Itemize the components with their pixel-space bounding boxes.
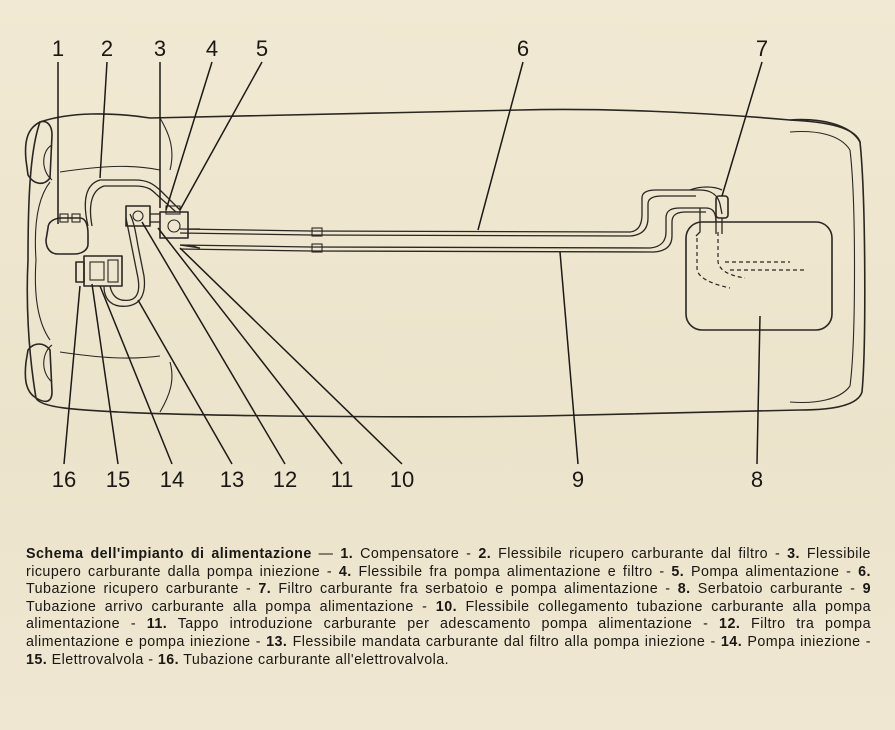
legend-items bbox=[26, 546, 871, 668]
legend-text: Compensatore bbox=[360, 546, 460, 562]
legend-text: Tubazione arrivo carburante alla pompa alimentazione bbox=[26, 598, 414, 615]
legend-number: 10. bbox=[435, 598, 458, 615]
legend-number: 9 bbox=[862, 581, 871, 598]
callout-8: 8 bbox=[750, 467, 764, 492]
callout-12: 12 bbox=[272, 467, 298, 492]
callout-2: 2 bbox=[100, 36, 114, 61]
callout-16: 16 bbox=[51, 467, 77, 492]
callout-15: 15 bbox=[105, 467, 131, 492]
legend-text: Filtro carburante fra serbatoio e pompa alimentazione bbox=[278, 581, 659, 598]
legend-text: Pompa iniezione bbox=[747, 633, 861, 650]
legend-item: 15. Elettrovalvola - bbox=[26, 651, 158, 668]
legend-text: Serbatoio carburante bbox=[697, 581, 843, 598]
callout-1: 1 bbox=[51, 36, 65, 61]
legend-number: 5. bbox=[671, 563, 685, 580]
fuel-tank bbox=[686, 222, 832, 330]
legend-number: 3. bbox=[787, 546, 800, 562]
legend-item: 1. Compensatore - bbox=[340, 546, 479, 562]
legend-number: 2. bbox=[478, 546, 492, 562]
callout-14: 14 bbox=[159, 467, 185, 492]
legend-number: 16. bbox=[157, 651, 180, 668]
legend-number: 7. bbox=[258, 581, 272, 598]
legend-number: 14. bbox=[720, 633, 743, 650]
legend-number: 11. bbox=[146, 616, 168, 633]
legend-text: Elettrovalvola bbox=[51, 651, 144, 668]
legend-number: 8. bbox=[677, 581, 691, 598]
legend-number: 12. bbox=[719, 616, 741, 633]
legend-item: 4. Flessibile fra pompa alimentazione e filtro - bbox=[338, 563, 672, 580]
legend-item: 11. Tappo introduzione carburante per adescamento pompa alimentazione - bbox=[146, 616, 720, 633]
legend-text: Tubazione ricupero carburante bbox=[26, 581, 239, 598]
callout-3: 3 bbox=[153, 36, 167, 61]
fuel-lines bbox=[180, 187, 728, 252]
legend-item: 2. Flessibile ricupero carburante dal filtro - bbox=[478, 546, 788, 562]
callout-7: 7 bbox=[755, 36, 769, 61]
callout-4: 4 bbox=[205, 36, 219, 61]
legend-text: Flessibile ricupero carburante dalla pompa iniezione bbox=[26, 546, 871, 580]
legend-item: 10. Flessibile collegamento tubazione carburante alla pompa alimentazione - bbox=[26, 598, 871, 633]
vehicle-body-outline bbox=[25, 109, 864, 416]
legend-text: Flessibile fra pompa alimentazione e filtro bbox=[358, 563, 653, 580]
legend-number: 6. bbox=[858, 563, 871, 580]
engine-components bbox=[46, 180, 200, 306]
legend-text: Flessibile ricupero carburante dal filtro bbox=[498, 546, 769, 562]
callout-6: 6 bbox=[516, 36, 530, 61]
legend-item bbox=[158, 652, 449, 668]
caption-dash: — bbox=[311, 546, 341, 562]
diagram-caption bbox=[26, 546, 871, 669]
legend-text: Pompa alimentazione bbox=[691, 563, 840, 580]
legend-item: 8. Serbatoio carburante - bbox=[677, 581, 863, 598]
legend-item: 7. Filtro carburante fra serbatoio e pompa alimentazione - bbox=[258, 581, 678, 598]
legend-item: 6. Tubazione ricupero carburante - bbox=[26, 563, 871, 598]
callout-13: 13 bbox=[219, 467, 245, 492]
legend-item: 3. Flessibile ricupero carburante dalla pompa iniezione - bbox=[26, 546, 871, 580]
legend-text: Flessibile collegamento tubazione carburante alla pompa alimentazione bbox=[26, 598, 871, 633]
legend-text: Tubazione carburante all'elettrovalvola. bbox=[183, 651, 450, 668]
callout-11: 11 bbox=[330, 467, 354, 492]
callout-10: 10 bbox=[389, 467, 415, 492]
legend-number: 13. bbox=[266, 633, 288, 650]
callout-9: 9 bbox=[571, 467, 585, 492]
callout-numbers bbox=[52, 36, 768, 492]
legend-number: 1. bbox=[340, 546, 354, 562]
legend-text: Tappo introduzione carburante per adescamento pompa alimentazione bbox=[177, 616, 693, 633]
callout-5: 5 bbox=[255, 36, 269, 61]
legend-item: 13. Flessibile mandata carburante dal filtro alla pompa iniezione - bbox=[266, 633, 721, 650]
caption-title: Schema dell'impianto di alimentazione bbox=[26, 546, 312, 562]
leader-lines bbox=[58, 62, 762, 464]
legend-text: Flessibile mandata carburante dal filtro alla pompa iniezione bbox=[292, 633, 706, 650]
legend-item: 5. Pompa alimentazione - bbox=[671, 563, 859, 580]
legend-number: 15. bbox=[26, 651, 48, 668]
legend-item: 14. Pompa iniezione - bbox=[720, 633, 871, 650]
legend-item: 12. Filtro tra pompa alimentazione e pompa iniezione - bbox=[26, 616, 871, 650]
legend-number: 4. bbox=[338, 563, 352, 580]
legend-text: Filtro tra pompa alimentazione e pompa iniezione bbox=[26, 616, 871, 650]
legend-item: 9 Tubazione arrivo carburante alla pompa alimentazione - bbox=[26, 581, 871, 615]
